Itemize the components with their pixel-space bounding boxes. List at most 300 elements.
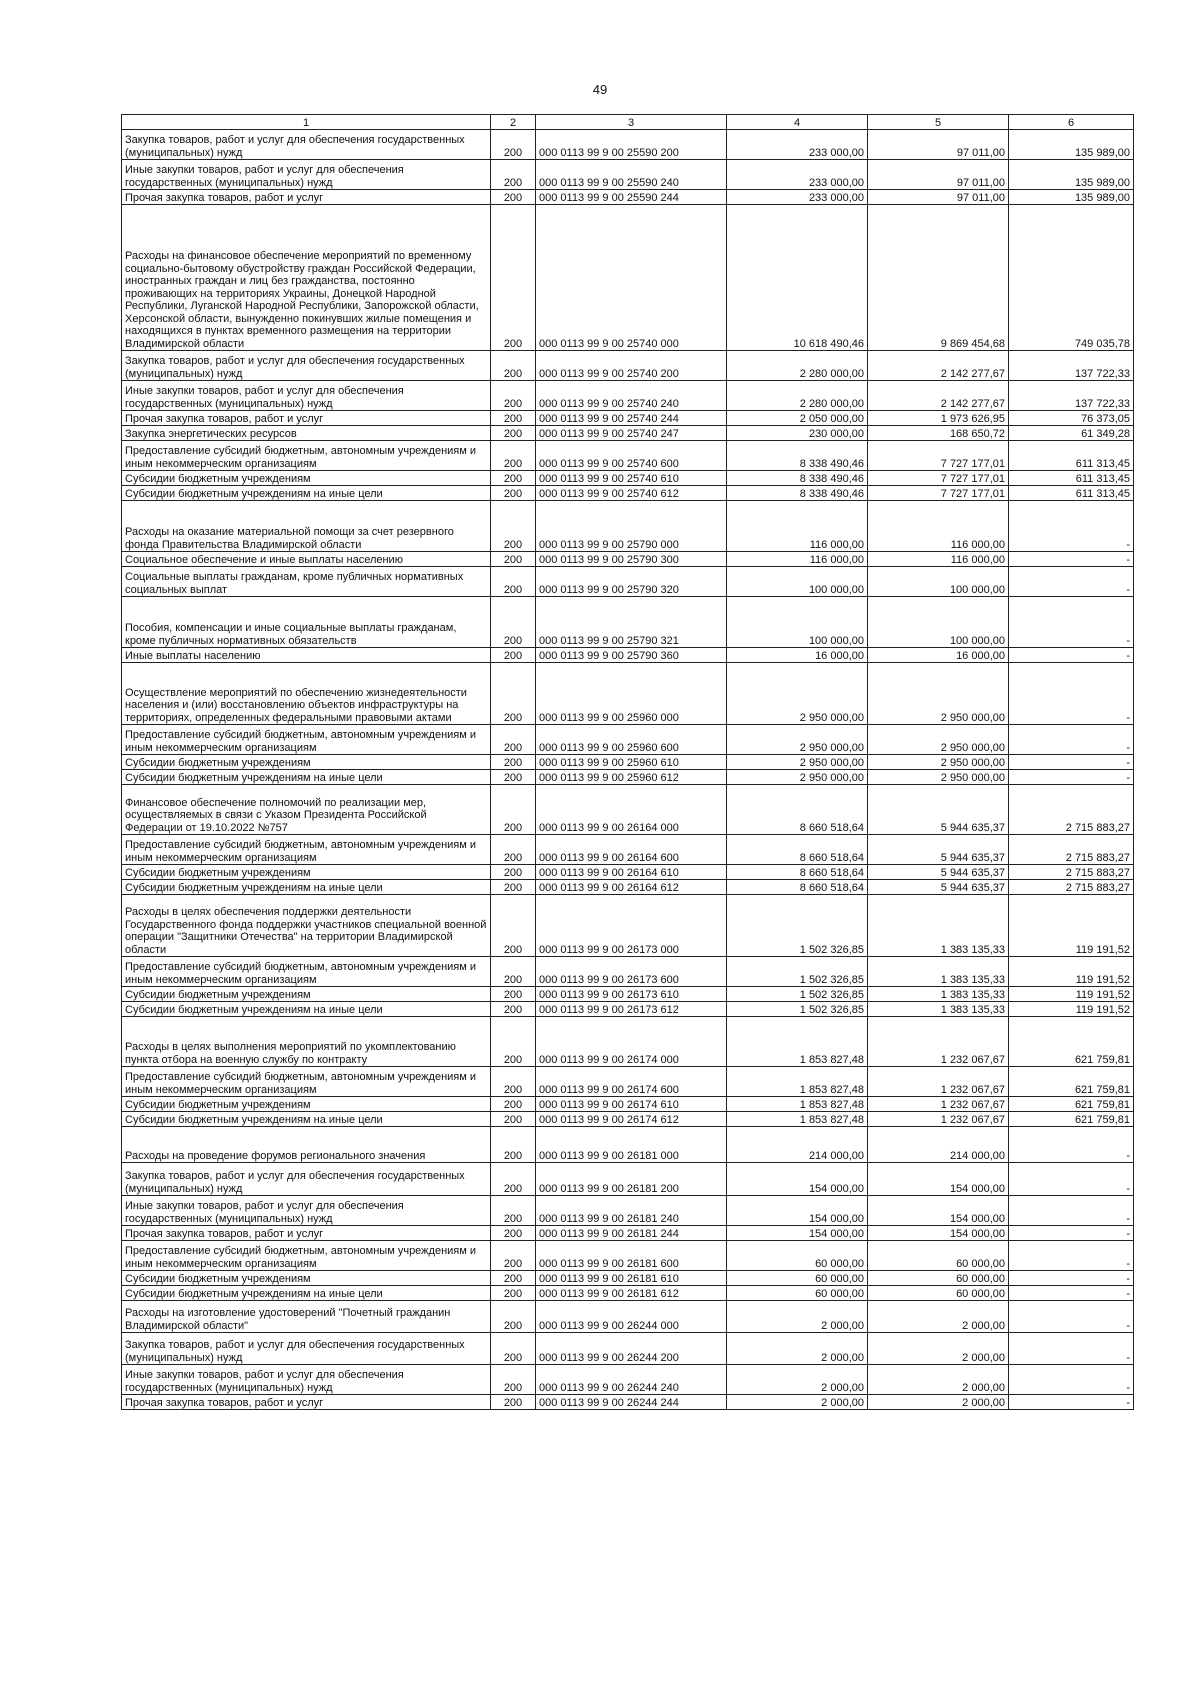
table-row [122, 441, 1134, 471]
row-value-4-cell: 8 660 518,64 [727, 865, 868, 880]
row-value-5-cell: 2 000,00 [868, 1333, 1009, 1365]
row-column-2-cell: 200 [491, 1112, 536, 1127]
budget-execution-table [121, 114, 1134, 1410]
row-column-2-cell: 200 [491, 1365, 536, 1395]
row-code-cell: 000 0113 99 9 00 26174 612 [536, 1112, 727, 1127]
row-value-4-cell: 1 502 326,85 [727, 895, 868, 957]
table-row [122, 1333, 1134, 1365]
row-name-cell: Предоставление субсидий бюджетным, автономным учреждениям и иным некоммерческим организациям [122, 1241, 491, 1271]
row-code-cell: 000 0113 99 9 00 26181 200 [536, 1163, 727, 1196]
row-name-cell: Субсидии бюджетным учреждениям на иные цели [122, 1286, 491, 1301]
row-code-cell: 000 0113 99 9 00 25740 000 [536, 205, 727, 351]
row-value-6-cell: 119 191,52 [1009, 957, 1134, 987]
row-value-5-cell: 168 650,72 [868, 426, 1009, 441]
row-value-6-cell: - [1009, 597, 1134, 648]
row-value-6-cell: 2 715 883,27 [1009, 785, 1134, 835]
row-name-cell: Субсидии бюджетным учреждениям [122, 987, 491, 1002]
row-column-2-cell: 200 [491, 1163, 536, 1196]
row-name-cell: Субсидии бюджетным учреждениям [122, 1271, 491, 1286]
row-value-6-cell: 611 313,45 [1009, 486, 1134, 501]
row-value-5-cell: 97 011,00 [868, 190, 1009, 205]
row-value-4-cell: 1 853 827,48 [727, 1097, 868, 1112]
row-code-cell: 000 0113 99 9 00 25790 300 [536, 552, 727, 567]
row-value-4-cell: 8 338 490,46 [727, 441, 868, 471]
row-value-6-cell: - [1009, 770, 1134, 785]
row-code-cell: 000 0113 99 9 00 26173 600 [536, 957, 727, 987]
row-name-cell: Субсидии бюджетным учреждениям [122, 1097, 491, 1112]
row-value-6-cell: - [1009, 1163, 1134, 1196]
row-value-4-cell: 233 000,00 [727, 160, 868, 190]
row-name-cell: Иные выплаты населению [122, 648, 491, 663]
row-value-6-cell: 137 722,33 [1009, 351, 1134, 381]
table-row [122, 1365, 1134, 1395]
row-value-5-cell: 5 944 635,37 [868, 865, 1009, 880]
table-row [122, 486, 1134, 501]
table-row [122, 205, 1134, 351]
row-column-2-cell: 200 [491, 1196, 536, 1226]
row-code-cell: 000 0113 99 9 00 25740 247 [536, 426, 727, 441]
row-column-2-cell: 200 [491, 411, 536, 426]
row-name-cell: Прочая закупка товаров, работ и услуг [122, 1395, 491, 1410]
row-value-6-cell: 119 191,52 [1009, 987, 1134, 1002]
table-row [122, 987, 1134, 1002]
row-value-5-cell: 9 869 454,68 [868, 205, 1009, 351]
table-row [122, 501, 1134, 552]
row-value-4-cell: 214 000,00 [727, 1127, 868, 1163]
row-value-4-cell: 233 000,00 [727, 130, 868, 160]
row-value-4-cell: 8 660 518,64 [727, 785, 868, 835]
row-value-5-cell: 7 727 177,01 [868, 486, 1009, 501]
row-code-cell: 000 0113 99 9 00 26174 000 [536, 1017, 727, 1067]
row-code-cell: 000 0113 99 9 00 25960 600 [536, 725, 727, 755]
row-column-2-cell: 200 [491, 1017, 536, 1067]
row-value-5-cell: 1 232 067,67 [868, 1067, 1009, 1097]
row-value-6-cell: 611 313,45 [1009, 471, 1134, 486]
row-value-5-cell: 5 944 635,37 [868, 835, 1009, 865]
table-row [122, 1067, 1134, 1097]
table-row [122, 130, 1134, 160]
row-name-cell: Пособия, компенсации и иные социальные выплаты гражданам, кроме публичных нормативных обязательств [122, 597, 491, 648]
row-value-4-cell: 2 950 000,00 [727, 755, 868, 770]
table-row [122, 190, 1134, 205]
row-name-cell: Расходы в целях выполнения мероприятий по укомплектованию пункта отбора на военную службу по контракту [122, 1017, 491, 1067]
table-row [122, 1002, 1134, 1017]
row-value-6-cell: - [1009, 1333, 1134, 1365]
row-name-cell: Иные закупки товаров, работ и услуг для обеспечения государственных (муниципальных) нужд [122, 381, 491, 411]
row-column-2-cell: 200 [491, 351, 536, 381]
row-value-4-cell: 60 000,00 [727, 1271, 868, 1286]
table-row [122, 865, 1134, 880]
row-name-cell: Расходы на проведение форумов регионального значения [122, 1127, 491, 1163]
row-code-cell: 000 0113 99 9 00 25740 200 [536, 351, 727, 381]
row-value-6-cell: - [1009, 663, 1134, 725]
row-value-6-cell: - [1009, 1196, 1134, 1226]
row-column-2-cell: 200 [491, 130, 536, 160]
row-column-2-cell: 200 [491, 1226, 536, 1241]
row-value-6-cell: 611 313,45 [1009, 441, 1134, 471]
row-code-cell: 000 0113 99 9 00 26174 610 [536, 1097, 727, 1112]
row-code-cell: 000 0113 99 9 00 25790 000 [536, 501, 727, 552]
row-value-5-cell: 2 000,00 [868, 1395, 1009, 1410]
row-name-cell: Финансовое обеспечение полномочий по реализации мер, осуществляемых в связи с Указом Президента Российской Федерации от 19.10.2022 №757 [122, 785, 491, 835]
row-value-5-cell: 60 000,00 [868, 1241, 1009, 1271]
row-value-4-cell: 16 000,00 [727, 648, 868, 663]
row-value-4-cell: 2 950 000,00 [727, 725, 868, 755]
row-value-4-cell: 8 338 490,46 [727, 471, 868, 486]
row-name-cell: Социальное обеспечение и иные выплаты населению [122, 552, 491, 567]
row-name-cell: Субсидии бюджетным учреждениям на иные цели [122, 880, 491, 895]
row-code-cell: 000 0113 99 9 00 25790 321 [536, 597, 727, 648]
row-value-4-cell: 1 853 827,48 [727, 1067, 868, 1097]
table-row [122, 1286, 1134, 1301]
row-value-6-cell: - [1009, 1226, 1134, 1241]
page-number: 49 [592, 82, 608, 97]
row-name-cell: Расходы на изготовление удостоверений "Почетный гражданин Владимирской области" [122, 1301, 491, 1333]
row-column-2-cell: 200 [491, 880, 536, 895]
row-value-4-cell: 2 280 000,00 [727, 381, 868, 411]
row-value-6-cell: 119 191,52 [1009, 895, 1134, 957]
row-name-cell: Закупка энергетических ресурсов [122, 426, 491, 441]
row-column-2-cell: 200 [491, 895, 536, 957]
row-value-6-cell: - [1009, 552, 1134, 567]
row-code-cell: 000 0113 99 9 00 25960 610 [536, 755, 727, 770]
row-name-cell: Прочая закупка товаров, работ и услуг [122, 1226, 491, 1241]
row-code-cell: 000 0113 99 9 00 26181 244 [536, 1226, 727, 1241]
row-value-5-cell: 2 142 277,67 [868, 351, 1009, 381]
row-value-6-cell: 621 759,81 [1009, 1017, 1134, 1067]
row-value-4-cell: 154 000,00 [727, 1226, 868, 1241]
row-name-cell: Осуществление мероприятий по обеспечению жизнедеятельности населения и (или) восстановлению объектов инфраструктуры на территориях, определенных федеральными правовыми актами [122, 663, 491, 725]
row-value-4-cell: 2 000,00 [727, 1395, 868, 1410]
row-name-cell: Субсидии бюджетным учреждениям [122, 755, 491, 770]
row-value-4-cell: 8 338 490,46 [727, 486, 868, 501]
row-code-cell: 000 0113 99 9 00 26244 200 [536, 1333, 727, 1365]
row-code-cell: 000 0113 99 9 00 26181 612 [536, 1286, 727, 1301]
table-row [122, 785, 1134, 835]
row-column-2-cell: 200 [491, 835, 536, 865]
row-name-cell: Иные закупки товаров, работ и услуг для обеспечения государственных (муниципальных) нужд [122, 1196, 491, 1226]
row-value-5-cell: 116 000,00 [868, 501, 1009, 552]
table-row [122, 835, 1134, 865]
row-code-cell: 000 0113 99 9 00 26244 244 [536, 1395, 727, 1410]
row-column-2-cell: 200 [491, 755, 536, 770]
row-column-2-cell: 200 [491, 770, 536, 785]
table-row [122, 725, 1134, 755]
row-value-4-cell: 233 000,00 [727, 190, 868, 205]
row-name-cell: Закупка товаров, работ и услуг для обеспечения государственных (муниципальных) нужд [122, 351, 491, 381]
row-value-6-cell: 621 759,81 [1009, 1097, 1134, 1112]
row-column-2-cell: 200 [491, 865, 536, 880]
row-value-4-cell: 2 050 000,00 [727, 411, 868, 426]
row-value-4-cell: 60 000,00 [727, 1286, 868, 1301]
row-value-5-cell: 154 000,00 [868, 1163, 1009, 1196]
row-column-2-cell: 200 [491, 1271, 536, 1286]
table-row [122, 663, 1134, 725]
table-row [122, 770, 1134, 785]
row-column-2-cell: 200 [491, 471, 536, 486]
row-value-5-cell: 100 000,00 [868, 567, 1009, 597]
row-column-2-cell: 200 [491, 205, 536, 351]
row-value-5-cell: 1 232 067,67 [868, 1097, 1009, 1112]
table-row [122, 552, 1134, 567]
table-row [122, 755, 1134, 770]
row-column-2-cell: 200 [491, 552, 536, 567]
row-value-6-cell: - [1009, 755, 1134, 770]
row-code-cell: 000 0113 99 9 00 26181 240 [536, 1196, 727, 1226]
row-column-2-cell: 200 [491, 1067, 536, 1097]
row-name-cell: Закупка товаров, работ и услуг для обеспечения государственных (муниципальных) нужд [122, 1333, 491, 1365]
row-value-4-cell: 116 000,00 [727, 552, 868, 567]
row-value-6-cell: - [1009, 1241, 1134, 1271]
row-name-cell: Иные закупки товаров, работ и услуг для обеспечения государственных (муниципальных) нужд [122, 160, 491, 190]
row-value-4-cell: 230 000,00 [727, 426, 868, 441]
row-code-cell: 000 0113 99 9 00 26244 240 [536, 1365, 727, 1395]
table-row [122, 880, 1134, 895]
row-column-2-cell: 200 [491, 725, 536, 755]
row-value-5-cell: 60 000,00 [868, 1286, 1009, 1301]
row-value-6-cell: 61 349,28 [1009, 426, 1134, 441]
table-row [122, 381, 1134, 411]
row-value-4-cell: 100 000,00 [727, 567, 868, 597]
row-value-6-cell: 135 989,00 [1009, 190, 1134, 205]
header-col-5: 5 [868, 115, 1009, 130]
row-value-4-cell: 116 000,00 [727, 501, 868, 552]
row-value-5-cell: 2 950 000,00 [868, 663, 1009, 725]
row-code-cell: 000 0113 99 9 00 26244 000 [536, 1301, 727, 1333]
row-value-6-cell: - [1009, 501, 1134, 552]
row-value-6-cell: 137 722,33 [1009, 381, 1134, 411]
row-value-4-cell: 1 853 827,48 [727, 1112, 868, 1127]
row-code-cell: 000 0113 99 9 00 25960 000 [536, 663, 727, 725]
row-name-cell: Закупка товаров, работ и услуг для обеспечения государственных (муниципальных) нужд [122, 1163, 491, 1196]
row-code-cell: 000 0113 99 9 00 26173 610 [536, 987, 727, 1002]
row-value-5-cell: 5 944 635,37 [868, 785, 1009, 835]
row-name-cell: Закупка товаров, работ и услуг для обеспечения государственных (муниципальных) нужд [122, 130, 491, 160]
row-value-5-cell: 1 383 135,33 [868, 895, 1009, 957]
table-body [122, 130, 1134, 1410]
table-row [122, 160, 1134, 190]
row-value-5-cell: 1 973 626,95 [868, 411, 1009, 426]
row-column-2-cell: 200 [491, 1097, 536, 1112]
row-code-cell: 000 0113 99 9 00 26181 610 [536, 1271, 727, 1286]
row-value-6-cell: - [1009, 1127, 1134, 1163]
table-row [122, 1196, 1134, 1226]
row-name-cell: Предоставление субсидий бюджетным, автономным учреждениям и иным некоммерческим организациям [122, 725, 491, 755]
row-value-4-cell: 2 000,00 [727, 1301, 868, 1333]
row-name-cell: Субсидии бюджетным учреждениям на иные цели [122, 1112, 491, 1127]
row-column-2-cell: 200 [491, 160, 536, 190]
row-code-cell: 000 0113 99 9 00 25790 360 [536, 648, 727, 663]
row-name-cell: Субсидии бюджетным учреждениям [122, 865, 491, 880]
row-name-cell: Прочая закупка товаров, работ и услуг [122, 411, 491, 426]
row-value-6-cell: - [1009, 1395, 1134, 1410]
table-row [122, 1163, 1134, 1196]
row-column-2-cell: 200 [491, 1301, 536, 1333]
row-code-cell: 000 0113 99 9 00 25740 612 [536, 486, 727, 501]
row-column-2-cell: 200 [491, 648, 536, 663]
row-value-4-cell: 2 000,00 [727, 1333, 868, 1365]
row-code-cell: 000 0113 99 9 00 25740 240 [536, 381, 727, 411]
row-column-2-cell: 200 [491, 785, 536, 835]
row-value-5-cell: 7 727 177,01 [868, 441, 1009, 471]
table-row [122, 957, 1134, 987]
row-value-4-cell: 10 618 490,46 [727, 205, 868, 351]
row-value-6-cell: - [1009, 648, 1134, 663]
row-name-cell: Прочая закупка товаров, работ и услуг [122, 190, 491, 205]
header-col-6: 6 [1009, 115, 1134, 130]
row-name-cell: Предоставление субсидий бюджетным, автономным учреждениям и иным некоммерческим организациям [122, 1067, 491, 1097]
row-value-5-cell: 1 383 135,33 [868, 987, 1009, 1002]
row-value-6-cell: 621 759,81 [1009, 1112, 1134, 1127]
row-value-5-cell: 60 000,00 [868, 1271, 1009, 1286]
row-value-6-cell: - [1009, 1271, 1134, 1286]
row-column-2-cell: 200 [491, 501, 536, 552]
row-value-4-cell: 8 660 518,64 [727, 835, 868, 865]
header-col-4: 4 [727, 115, 868, 130]
row-name-cell: Расходы на финансовое обеспечение мероприятий по временному социально-бытовому обустройству граждан Российской Федерации, иностранных граждан и лиц без гражданства, постоянно проживающих на территориях Украины, Донецкой Народной Республики, Луганской Народной Республики, Запорожской области, Херсонской области, вынужденно покинувших жилые помещения и находящихся в пунктах временного размещения на территории Владимирской области [122, 205, 491, 351]
table-row [122, 1271, 1134, 1286]
header-col-2: 2 [491, 115, 536, 130]
header-col-1: 1 [122, 115, 491, 130]
table-row [122, 1017, 1134, 1067]
row-value-4-cell: 60 000,00 [727, 1241, 868, 1271]
row-value-5-cell: 2 950 000,00 [868, 770, 1009, 785]
row-column-2-cell: 200 [491, 486, 536, 501]
row-code-cell: 000 0113 99 9 00 25740 244 [536, 411, 727, 426]
row-value-5-cell: 154 000,00 [868, 1226, 1009, 1241]
row-column-2-cell: 200 [491, 957, 536, 987]
row-value-5-cell: 5 944 635,37 [868, 880, 1009, 895]
row-value-6-cell: 135 989,00 [1009, 130, 1134, 160]
row-value-5-cell: 16 000,00 [868, 648, 1009, 663]
row-value-5-cell: 97 011,00 [868, 160, 1009, 190]
row-value-4-cell: 2 000,00 [727, 1365, 868, 1395]
table-row [122, 1241, 1134, 1271]
row-value-4-cell: 2 950 000,00 [727, 663, 868, 725]
row-value-5-cell: 100 000,00 [868, 597, 1009, 648]
header-col-3: 3 [536, 115, 727, 130]
row-column-2-cell: 200 [491, 426, 536, 441]
row-value-4-cell: 2 950 000,00 [727, 770, 868, 785]
row-value-5-cell: 2 950 000,00 [868, 755, 1009, 770]
row-value-6-cell: 2 715 883,27 [1009, 835, 1134, 865]
row-column-2-cell: 200 [491, 1002, 536, 1017]
row-value-5-cell: 7 727 177,01 [868, 471, 1009, 486]
table-row [122, 895, 1134, 957]
row-value-4-cell: 1 853 827,48 [727, 1017, 868, 1067]
row-column-2-cell: 200 [491, 1333, 536, 1365]
table-row [122, 648, 1134, 663]
table-row [122, 1395, 1134, 1410]
row-value-6-cell: - [1009, 567, 1134, 597]
row-value-4-cell: 100 000,00 [727, 597, 868, 648]
row-column-2-cell: 200 [491, 987, 536, 1002]
row-value-6-cell: - [1009, 725, 1134, 755]
header-row [122, 115, 1134, 130]
row-value-6-cell: 76 373,05 [1009, 411, 1134, 426]
row-column-2-cell: 200 [491, 190, 536, 205]
row-value-4-cell: 154 000,00 [727, 1196, 868, 1226]
table-row [122, 426, 1134, 441]
row-value-4-cell: 1 502 326,85 [727, 987, 868, 1002]
row-code-cell: 000 0113 99 9 00 25960 612 [536, 770, 727, 785]
row-value-4-cell: 154 000,00 [727, 1163, 868, 1196]
row-column-2-cell: 200 [491, 1286, 536, 1301]
table-row [122, 351, 1134, 381]
row-name-cell: Субсидии бюджетным учреждениям на иные цели [122, 486, 491, 501]
table-row [122, 411, 1134, 426]
row-value-5-cell: 116 000,00 [868, 552, 1009, 567]
row-value-5-cell: 2 000,00 [868, 1365, 1009, 1395]
row-code-cell: 000 0113 99 9 00 26181 000 [536, 1127, 727, 1163]
table-row [122, 1127, 1134, 1163]
row-value-4-cell: 8 660 518,64 [727, 880, 868, 895]
row-value-5-cell: 1 383 135,33 [868, 957, 1009, 987]
row-code-cell: 000 0113 99 9 00 25590 200 [536, 130, 727, 160]
row-code-cell: 000 0113 99 9 00 25590 240 [536, 160, 727, 190]
row-name-cell: Предоставление субсидий бюджетным, автономным учреждениям и иным некоммерческим организациям [122, 835, 491, 865]
row-code-cell: 000 0113 99 9 00 26164 612 [536, 880, 727, 895]
row-value-4-cell: 1 502 326,85 [727, 957, 868, 987]
row-code-cell: 000 0113 99 9 00 25740 610 [536, 471, 727, 486]
row-code-cell: 000 0113 99 9 00 25590 244 [536, 190, 727, 205]
row-column-2-cell: 200 [491, 441, 536, 471]
row-value-5-cell: 97 011,00 [868, 130, 1009, 160]
row-code-cell: 000 0113 99 9 00 26173 612 [536, 1002, 727, 1017]
row-name-cell: Социальные выплаты гражданам, кроме публичных нормативных социальных выплат [122, 567, 491, 597]
row-value-6-cell: 2 715 883,27 [1009, 880, 1134, 895]
row-value-5-cell: 2 000,00 [868, 1301, 1009, 1333]
row-code-cell: 000 0113 99 9 00 25740 600 [536, 441, 727, 471]
row-value-6-cell: 119 191,52 [1009, 1002, 1134, 1017]
row-column-2-cell: 200 [491, 1241, 536, 1271]
table-row [122, 1226, 1134, 1241]
row-value-6-cell: - [1009, 1365, 1134, 1395]
table-row [122, 1097, 1134, 1112]
row-value-5-cell: 1 383 135,33 [868, 1002, 1009, 1017]
row-name-cell: Расходы на оказание материальной помощи за счет резервного фонда Правительства Владимирской области [122, 501, 491, 552]
row-name-cell: Расходы в целях обеспечения поддержки деятельности Государственного фонда поддержки участников специальной военной операции "Защитники Отечества" на территории Владимирской области [122, 895, 491, 957]
table-row [122, 1112, 1134, 1127]
row-value-5-cell: 214 000,00 [868, 1127, 1009, 1163]
row-code-cell: 000 0113 99 9 00 26164 000 [536, 785, 727, 835]
row-value-5-cell: 2 950 000,00 [868, 725, 1009, 755]
row-name-cell: Предоставление субсидий бюджетным, автономным учреждениям и иным некоммерческим организациям [122, 957, 491, 987]
row-code-cell: 000 0113 99 9 00 25790 320 [536, 567, 727, 597]
row-code-cell: 000 0113 99 9 00 26164 610 [536, 865, 727, 880]
row-code-cell: 000 0113 99 9 00 26173 000 [536, 895, 727, 957]
row-value-5-cell: 2 142 277,67 [868, 381, 1009, 411]
row-name-cell: Субсидии бюджетным учреждениям на иные цели [122, 1002, 491, 1017]
row-column-2-cell: 200 [491, 597, 536, 648]
table-row [122, 597, 1134, 648]
row-column-2-cell: 200 [491, 1127, 536, 1163]
row-value-6-cell: 749 035,78 [1009, 205, 1134, 351]
row-name-cell: Иные закупки товаров, работ и услуг для обеспечения государственных (муниципальных) нужд [122, 1365, 491, 1395]
row-column-2-cell: 200 [491, 567, 536, 597]
row-value-6-cell: - [1009, 1286, 1134, 1301]
table-row [122, 1301, 1134, 1333]
row-column-2-cell: 200 [491, 663, 536, 725]
row-column-2-cell: 200 [491, 381, 536, 411]
table-row [122, 567, 1134, 597]
row-value-6-cell: 2 715 883,27 [1009, 865, 1134, 880]
row-value-4-cell: 1 502 326,85 [727, 1002, 868, 1017]
row-value-6-cell: 621 759,81 [1009, 1067, 1134, 1097]
row-name-cell: Предоставление субсидий бюджетным, автономным учреждениям и иным некоммерческим организациям [122, 441, 491, 471]
row-name-cell: Субсидии бюджетным учреждениям на иные цели [122, 770, 491, 785]
row-value-6-cell: 135 989,00 [1009, 160, 1134, 190]
